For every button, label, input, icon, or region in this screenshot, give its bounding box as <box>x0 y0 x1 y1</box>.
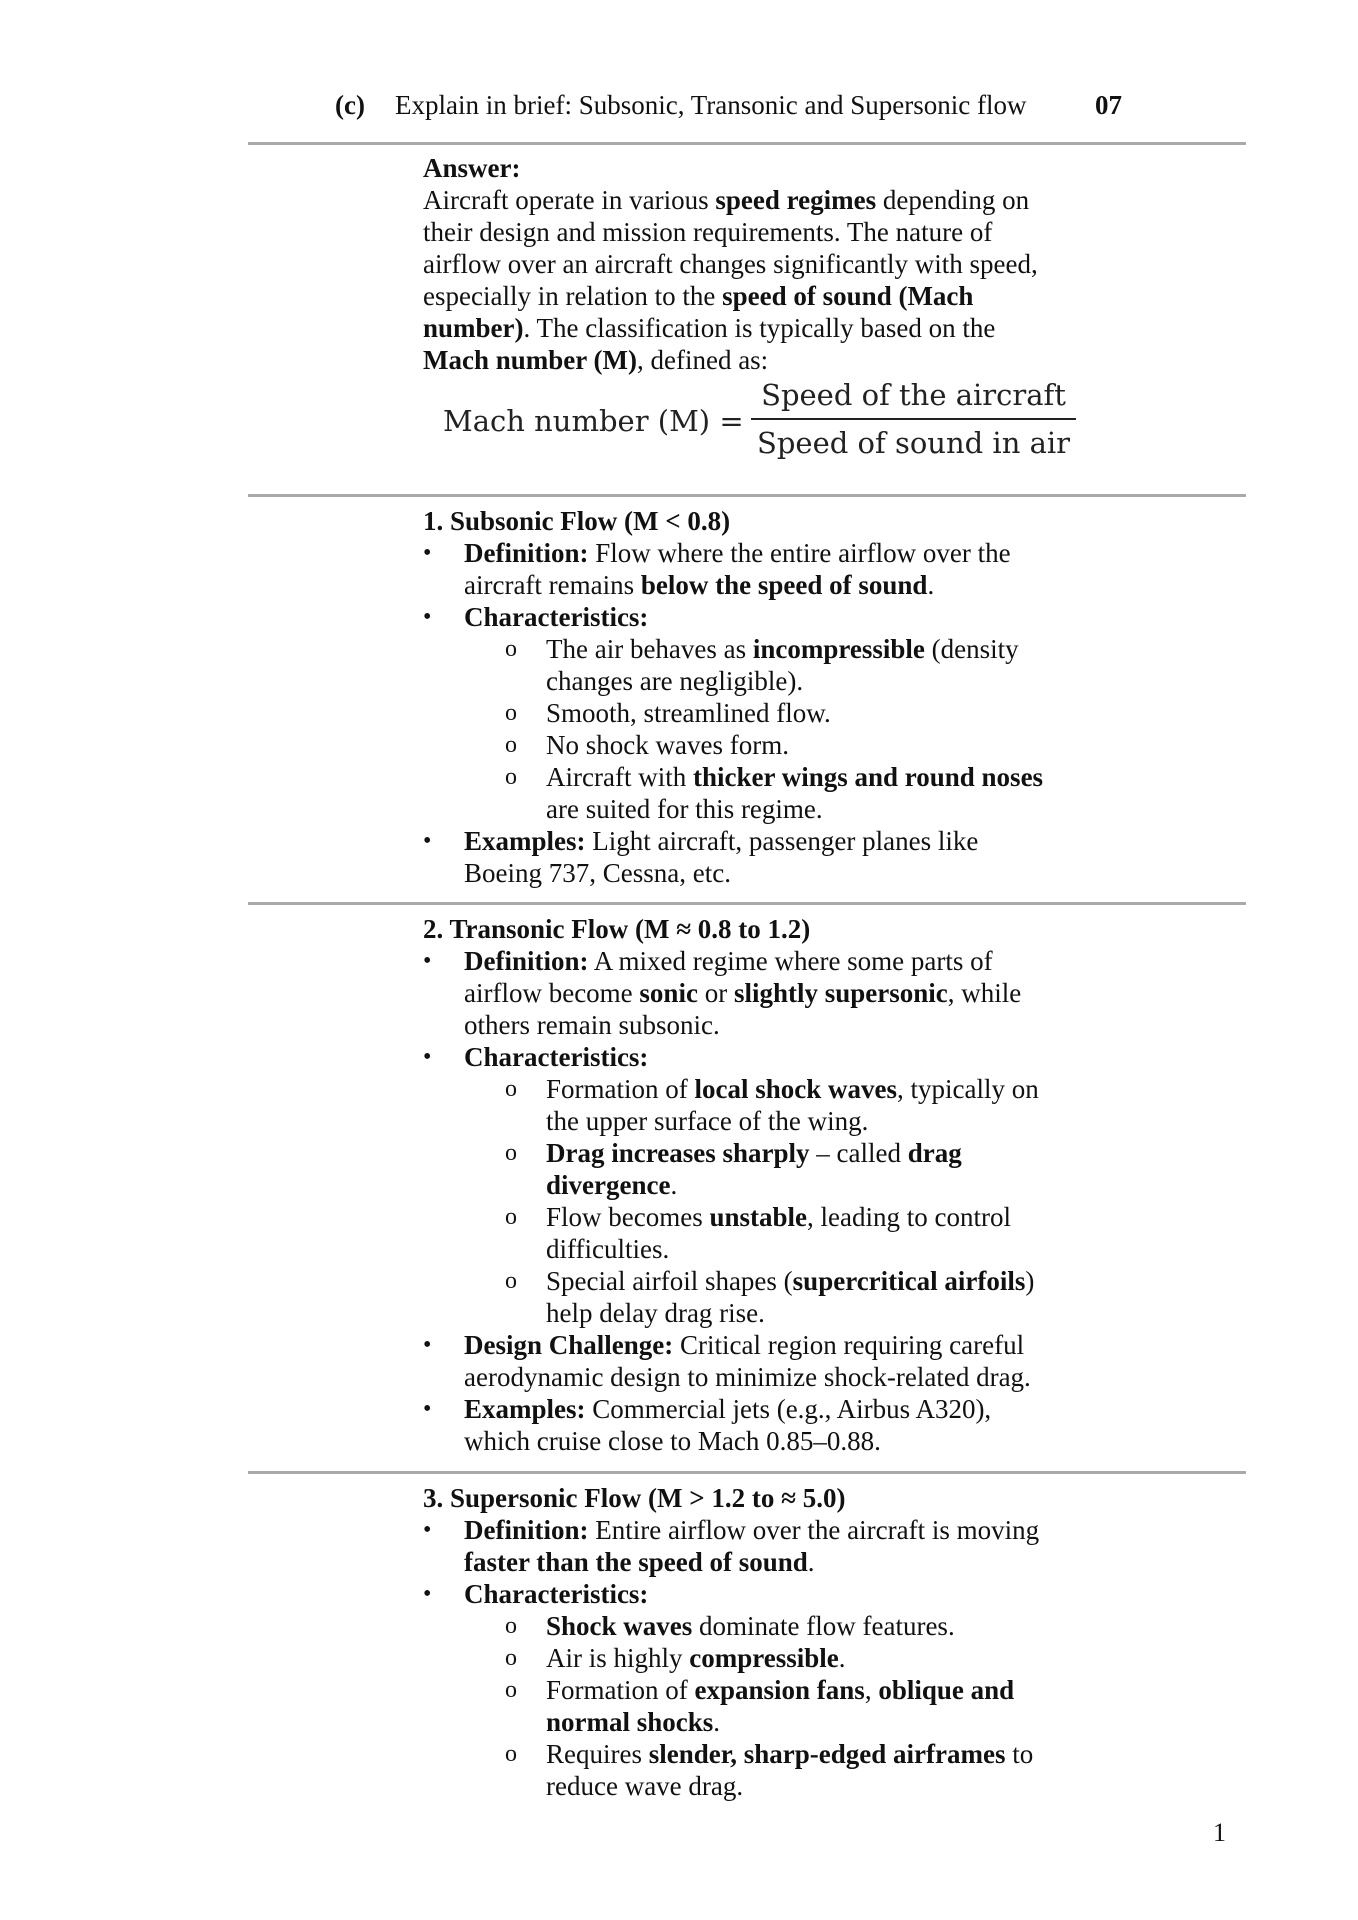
section-heading: 3. Supersonic Flow (M > 1.2 to ≈ 5.0) <box>423 1483 846 1513</box>
section-transonic <box>423 913 1063 1457</box>
answer-heading: Answer: <box>423 153 521 183</box>
sub-list <box>464 1610 1063 1802</box>
formula-fraction <box>751 378 1076 460</box>
sub-list-item: o No shock waves form. <box>464 729 1063 761</box>
sub-list-item: o The air behaves as incompressible (density changes are negligible). <box>464 633 1063 697</box>
sub-list-item: o Special airfoil shapes (supercritical airfoils) help delay drag rise. <box>464 1265 1063 1329</box>
sub-list <box>464 1073 1063 1329</box>
answer-intro: Aircraft operate in various speed regimes depending on their design and mission requirements. The nature of airflow over an aircraft changes significantly with speed, especially in relation to the speed of sound (Mach number). The classification is typically based on the Mach number (M), defined as: <box>423 185 1038 375</box>
list-item: • Examples: Commercial jets (e.g., Airbus A320), which cruise close to Mach 0.85–0.88. <box>423 1393 1063 1457</box>
list-item: • Characteristics: o Shock waves dominate flow features. o Air is highly compressible. o Formation of expansion fans, oblique and normal shocks. o Requires slender, sharp-edged airframes to reduce wave drag. <box>423 1578 1063 1802</box>
sub-list-item: o Formation of expansion fans, oblique and normal shocks. <box>464 1674 1063 1738</box>
bullet-list <box>423 1514 1063 1802</box>
question-label: (c) <box>335 90 365 120</box>
answer-block <box>423 152 1063 376</box>
sub-list <box>464 633 1063 825</box>
formula-lhs: Mach number (M) = <box>443 404 744 438</box>
sub-list-item: o Formation of local shock waves, typically on the upper surface of the wing. <box>464 1073 1063 1137</box>
sub-list-item: o Drag increases sharply – called drag divergence. <box>464 1137 1063 1201</box>
list-item: • Design Challenge: Critical region requiring careful aerodynamic design to minimize shock-related drag. <box>423 1329 1063 1393</box>
divider <box>248 142 1246 145</box>
question-text: Explain in brief: Subsonic, Transonic and Supersonic flow <box>395 90 1027 120</box>
bullet-list <box>423 945 1063 1457</box>
list-item: • Definition: Flow where the entire airflow over the aircraft remains below the speed of sound. <box>423 537 1063 601</box>
bullet-list <box>423 537 1063 889</box>
sub-list-item: o Smooth, streamlined flow. <box>464 697 1063 729</box>
sub-list-item: o Requires slender, sharp-edged airframes to reduce wave drag. <box>464 1738 1063 1802</box>
section-supersonic <box>423 1482 1063 1802</box>
section-heading: 2. Transonic Flow (M ≈ 0.8 to 1.2) <box>423 914 811 944</box>
divider <box>248 902 1246 905</box>
question-marks: 07 <box>1095 90 1122 120</box>
sub-list-item: o Shock waves dominate flow features. <box>464 1610 1063 1642</box>
divider <box>248 494 1246 497</box>
list-item: • Examples: Light aircraft, passenger planes like Boeing 737, Cessna, etc. <box>423 825 1063 889</box>
divider <box>248 1471 1246 1474</box>
sub-list-item: o Flow becomes unstable, leading to control difficulties. <box>464 1201 1063 1265</box>
fraction-bar <box>751 418 1076 420</box>
list-item: • Definition: A mixed regime where some parts of airflow become sonic or slightly supersonic, while others remain subsonic. <box>423 945 1063 1041</box>
list-item: • Characteristics: o Formation of local shock waves, typically on the upper surface of the wing. o Drag increases sharply – called drag divergence. o Flow becomes unstable, leading to control difficulties. o Special airfoil shapes (supercritical airfoils) help delay drag rise. <box>423 1041 1063 1329</box>
section-subsonic <box>423 505 1063 889</box>
sub-list-item: o Aircraft with thicker wings and round noses are suited for this regime. <box>464 761 1063 825</box>
page-number: 1 <box>1213 1818 1226 1847</box>
list-item: • Definition: Entire airflow over the aircraft is moving faster than the speed of sound. <box>423 1514 1063 1578</box>
list-item: • Characteristics: o The air behaves as incompressible (density changes are negligible). o Smooth, streamlined flow. o No shock waves form. o Aircraft with thicker wings and round noses are suited for this regime. <box>423 601 1063 825</box>
mach-formula <box>443 378 1083 468</box>
section-heading: 1. Subsonic Flow (M < 0.8) <box>423 506 731 536</box>
formula-numerator: Speed of the aircraft <box>761 378 1066 412</box>
sub-list-item: o Air is highly compressible. <box>464 1642 1063 1674</box>
formula-denominator: Speed of sound in air <box>757 426 1071 460</box>
